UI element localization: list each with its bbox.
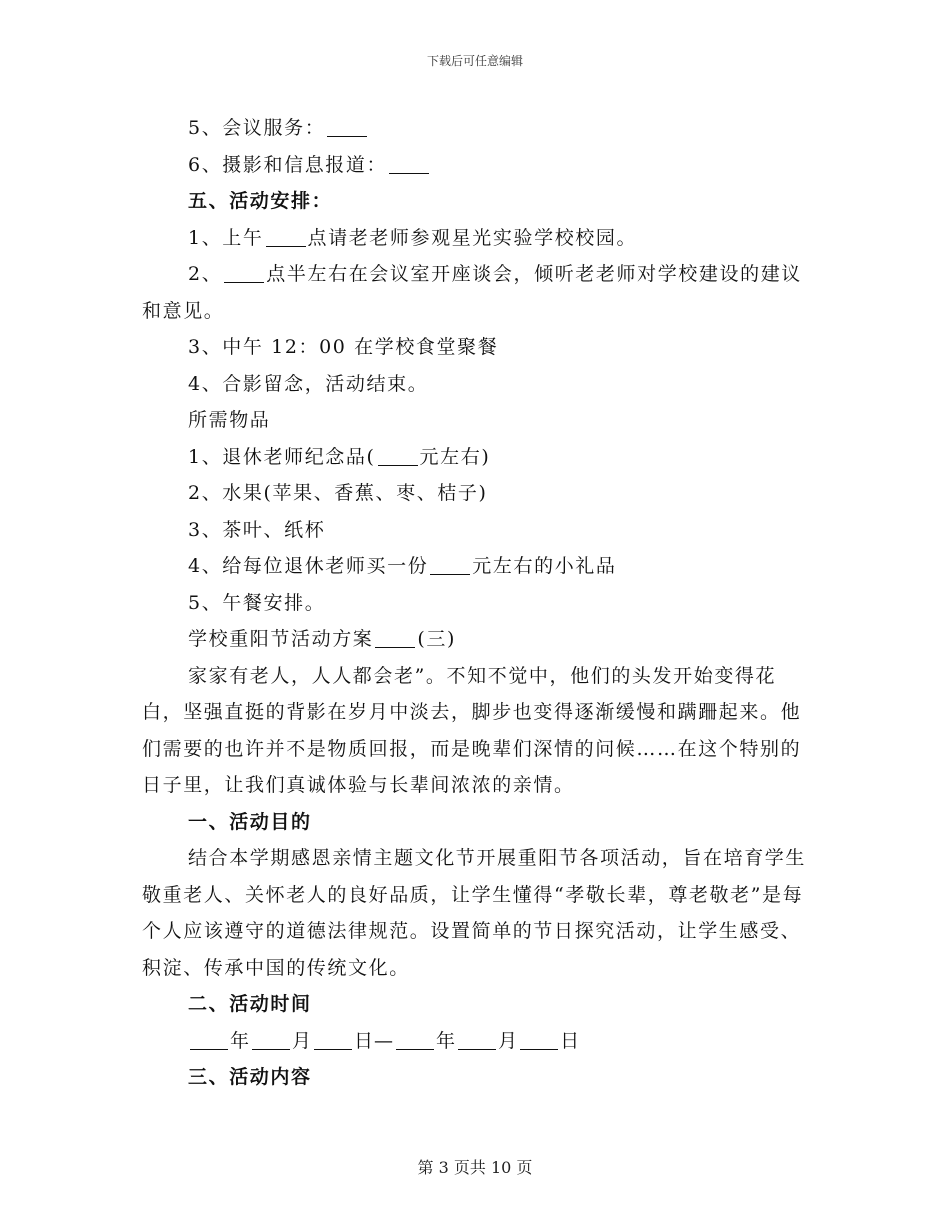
list-item: 2、 点半左右在会议室开座谈会，倾听老老师对学校建设的建议和意见。 <box>142 263 802 322</box>
blank-field <box>252 1030 290 1050</box>
blank-field <box>224 263 264 283</box>
list-item: 3、茶叶、纸杯 <box>188 518 326 541</box>
section-heading: 三、活动内容 <box>188 1066 312 1088</box>
section-heading: 二、活动时间 <box>188 993 312 1015</box>
blank-field <box>389 154 429 174</box>
list-item: 2、水果(苹果、香蕉、枣、桔子) <box>188 482 488 504</box>
page-footer: 第 3 页共 10 页 <box>417 1158 533 1177</box>
blank-field <box>190 1030 228 1050</box>
blank-field <box>458 1030 496 1050</box>
blank-field <box>396 1030 434 1050</box>
section-heading: 五、活动安排： <box>188 190 333 212</box>
list-item: 5、午餐安排。 <box>188 591 326 614</box>
blank-field <box>430 555 470 575</box>
list-item: 6、摄影和信息报道： <box>142 147 810 184</box>
list-item: 1、退休老师纪念品( 元左右) <box>188 445 491 468</box>
document-title: 学校重阳节活动方案 (三) <box>188 628 457 650</box>
section-heading: 一、活动目的 <box>188 810 312 833</box>
paragraph: 结合本学期感恩亲情主题文化节开展重阳节各项活动，旨在培育学生敬重老人、关怀老人的良好品质，让学生懂得“孝敬长辈，尊老敬老”是每个人应该遵守的道德法律规范。设置简单的节日探究活动，让学生感受、积淀、传承中国的传统文化。 <box>142 847 807 979</box>
subheading: 所需物品 <box>188 409 271 431</box>
date-range: 年 月 日— 年 月 日 <box>142 1023 810 1060</box>
blank-field <box>378 446 418 466</box>
list-item: 1、上午 点请老老师参观星光实验学校校园。 <box>188 226 638 249</box>
document-body <box>142 110 810 1096</box>
paragraph: 家家有老人，人人都会老”。不知不觉中，他们的头发开始变得花白，坚强直挺的背影在岁月中淡去，脚步也变得逐渐缓慢和蹒跚起来。他们需要的也许并不是物质回报，而是晚辈们深情的问候……在这个特别的日子里，让我们真诚体验与长辈间浓浓的亲情。 <box>142 664 802 796</box>
blank-field <box>520 1030 558 1050</box>
list-item: 3、中午 12：00 在学校食堂聚餐 <box>188 336 499 358</box>
page-header: 下载后可任意编辑 <box>426 54 523 68</box>
blank-field <box>327 117 367 137</box>
blank-field <box>314 1030 352 1050</box>
list-item: 4、合影留念，活动结束。 <box>188 372 429 395</box>
blank-field <box>266 227 306 247</box>
list-item: 5、会议服务： <box>142 110 810 147</box>
list-item: 4、给每位退休老师买一份 元左右的小礼品 <box>188 555 617 577</box>
blank-field <box>375 628 415 648</box>
